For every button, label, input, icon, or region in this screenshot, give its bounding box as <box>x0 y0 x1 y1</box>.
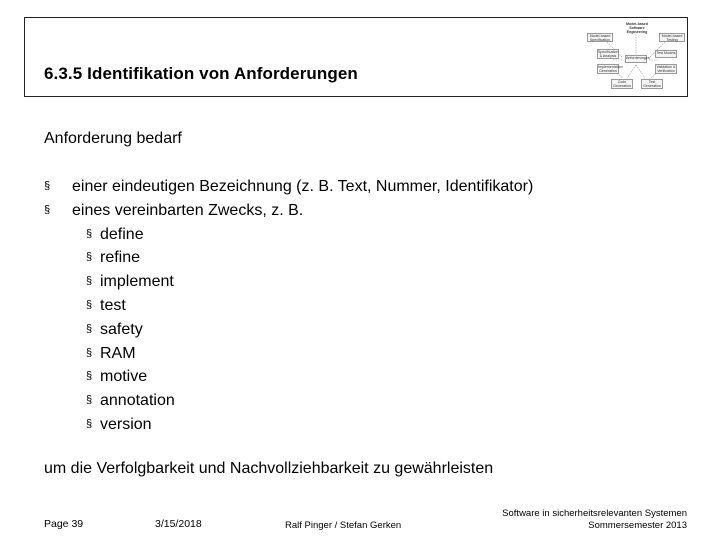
sublist-item-text: version <box>100 415 152 433</box>
diagram-node-right-top: Model-based Testing <box>659 33 685 42</box>
sublist-item-text: refine <box>100 249 141 267</box>
sublist-item-text: motive <box>100 368 148 386</box>
bullet-icon: § <box>86 275 93 288</box>
slide-title: 6.3.5 Identifikation von Anforderungen <box>44 64 358 83</box>
sublist-item-text: test <box>100 296 126 314</box>
diagram-node-left-bottom: Implementation Generation <box>598 65 623 73</box>
footer-page-number: Page 39 <box>44 518 84 530</box>
list-item-text: eines vereinbarten Zwecks, z. B. <box>72 201 304 219</box>
footer-date: 3/15/2018 <box>155 518 202 530</box>
intro-text: Anforderung bedarf <box>44 130 182 147</box>
diagram-node-bottom-left: Code Generation <box>611 79 633 89</box>
footer-course-title: Software in sicherheitsrelevanten Systemen <box>502 508 687 519</box>
bullet-icon: § <box>86 394 93 407</box>
footer-course <box>502 508 687 532</box>
diagram-node-right-mid: Test Models <box>655 50 677 58</box>
list-item-text: einer eindeutigen Bezeichnung (z. B. Text, Nummer, Identifikator) <box>72 178 534 195</box>
bullet-icon: § <box>86 322 93 335</box>
bullet-icon: § <box>86 370 93 383</box>
diagram-node-top: Model-based Software Engineering <box>621 22 653 32</box>
sublist-item-text: define <box>100 225 144 243</box>
sublist-item-text: annotation <box>100 392 175 410</box>
diagram-node-center: Anforderungen <box>625 55 647 63</box>
diagram-node-right-bottom: Validation & Verification <box>656 65 676 73</box>
bullet-icon: § <box>86 227 93 240</box>
footer-semester: Sommersemester 2013 <box>588 520 687 531</box>
sublist-item-text: implement <box>100 273 174 291</box>
diagram-node-left-mid: Specification & Analysis <box>598 50 619 58</box>
sublist-item-text: safety <box>100 320 143 338</box>
bullet-icon: § <box>44 180 51 192</box>
bullet-icon: § <box>86 251 93 264</box>
bullet-icon: § <box>86 298 93 311</box>
bullet-icon: § <box>86 346 93 359</box>
bullet-icon: § <box>86 417 93 430</box>
overview-diagram <box>585 22 687 92</box>
footer-authors: Ralf Pinger / Stefan Gerken <box>285 520 402 531</box>
bullet-icon: § <box>44 203 51 216</box>
diagram-node-left-top: Model-based Specification <box>587 33 613 42</box>
sublist-item-text: RAM <box>100 344 136 362</box>
diagram-node-bottom-right: Test Generation <box>641 79 663 89</box>
outro-text: um die Verfolgbarkeit und Nachvollziehbarkeit zu gewährleisten <box>44 460 494 477</box>
